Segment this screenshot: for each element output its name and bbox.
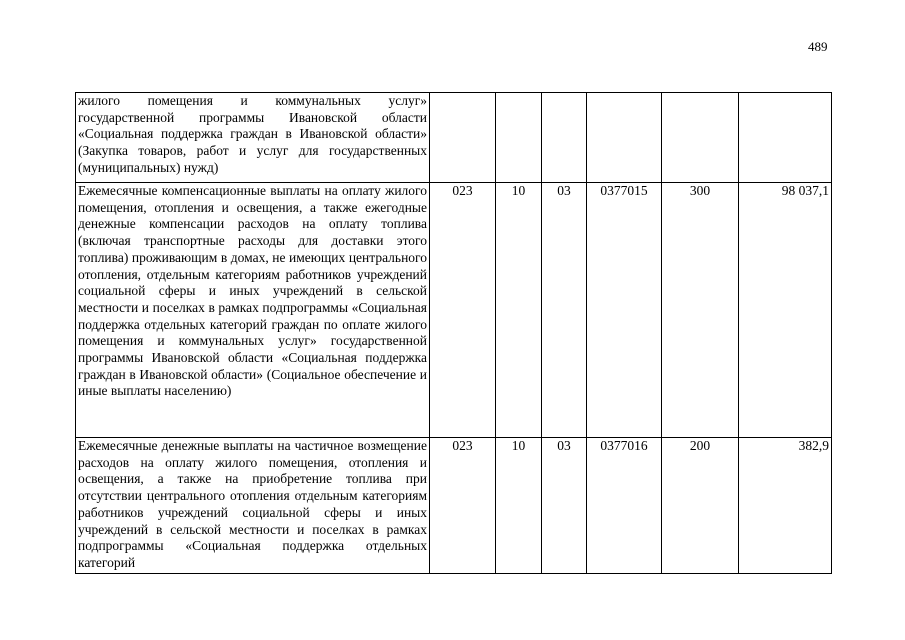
description-cell: Ежемесячные денежные выплаты на частичное возмещение расходов на оплату жилого помещения, отопления и освещения, а также на приобретение топлива при отсутствии центрального отопления отдельным категориям работников учреждений социальной сферы и иных учреждений в сельской местности и поселках в рамках подпрограммы «Социальная поддержка отдельных категорий <box>76 438 430 574</box>
subsection-cell: 03 <box>542 438 587 574</box>
description-cell: Ежемесячные компенсационные выплаты на оплату жилого помещения, отопления и освещения, а также ежегодные денежные компенсации расходов на оплату топлива (включая транспортные расходы для доставки этого топлива) проживающим в домах, не имеющих центрального отопления, отдельным категориям работников учреждений социальной сферы и иных учреждений в сельской местности и поселках в рамках подпрограммы «Социальная поддержка отдельных категорий граждан по оплате жилого помещения и коммунальных услуг» государственной программы Ивановской области «Социальная поддержка граждан в Ивановской области» (Социальное обеспечение и иные выплаты населению) <box>76 183 430 438</box>
expense-type-cell <box>662 93 739 183</box>
target-article-cell: 0377015 <box>587 183 662 438</box>
page-number: 489 <box>808 39 828 54</box>
section-cell: 10 <box>496 438 542 574</box>
budget-table <box>75 92 832 574</box>
amount-cell <box>739 93 832 183</box>
target-article-cell <box>587 93 662 183</box>
amount-cell: 382,9 <box>739 438 832 574</box>
section-cell <box>496 93 542 183</box>
ministry-code-cell: 023 <box>430 183 496 438</box>
table-row <box>76 93 832 183</box>
subsection-cell: 03 <box>542 183 587 438</box>
target-article-cell: 0377016 <box>587 438 662 574</box>
section-cell: 10 <box>496 183 542 438</box>
ministry-code-cell <box>430 93 496 183</box>
table-row <box>76 183 832 438</box>
table-row <box>76 438 832 574</box>
description-cell: жилого помещения и коммунальных услуг» государственной программы Ивановской области «Социальная поддержка граждан в Ивановской области» (Закупка товаров, работ и услуг для государственных (муниципальных) нужд) <box>76 93 430 183</box>
amount-cell: 98 037,1 <box>739 183 832 438</box>
expense-type-cell: 200 <box>662 438 739 574</box>
expense-type-cell: 300 <box>662 183 739 438</box>
ministry-code-cell: 023 <box>430 438 496 574</box>
subsection-cell <box>542 93 587 183</box>
